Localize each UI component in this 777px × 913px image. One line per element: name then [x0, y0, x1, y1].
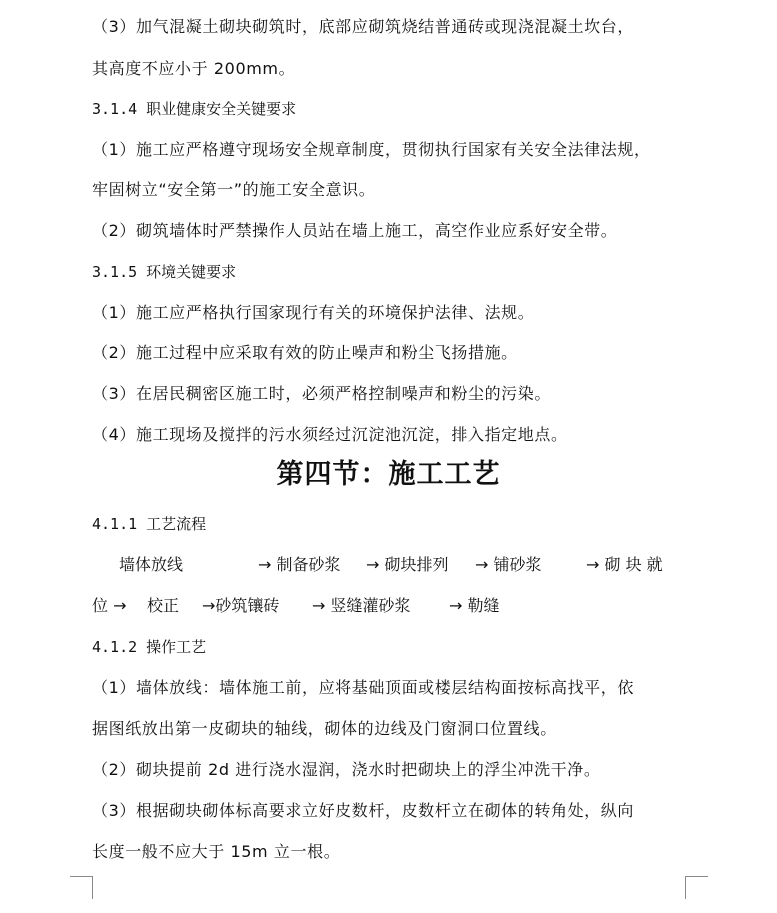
flow-step: → 砌块排列: [366, 555, 449, 574]
paragraph-env-1: （1）施工应严格执行国家现行有关的环境保护法律、法规。: [92, 303, 535, 322]
flow-step: → 铺砂浆: [475, 555, 542, 574]
paragraph-env-2: （2）施工过程中应采取有效的防止噪声和粉尘飞扬措施。: [92, 343, 518, 362]
paragraph-op-1-line-2: 据图纸放出第一皮砌块的轴线，砌体的边线及门窗洞口位置线。: [92, 719, 557, 738]
flow-step: 墙体放线: [119, 555, 184, 574]
paragraph-op-2: （2）砌块提前 2d 进行浇水湿润，浇水时把砌块上的浮尘冲洗干净。: [92, 760, 601, 779]
heading-4-1-1: 4.1.1 工艺流程: [92, 515, 207, 533]
heading-4-1-2: 4.1.2 操作工艺: [92, 638, 207, 656]
page-corner-mark-left: [70, 876, 93, 899]
paragraph-safety-2: （2）砌筑墙体时严禁操作人员站在墙上施工，高空作业应系好安全带。: [92, 221, 618, 240]
flow-step: 校正: [147, 596, 180, 615]
paragraph-op-3-line-2: 长度一般不应大于 15m 立一根。: [92, 842, 341, 861]
paragraph-safety-1-line-1: （1）施工应严格遵守现场安全规章制度，贯彻执行国家有关安全法律法规，: [92, 140, 651, 159]
paragraph-safety-1-line-2: 牢固树立“安全第一”的施工安全意识。: [92, 180, 376, 199]
flow-step: → 制备砂浆: [258, 555, 341, 574]
paragraph-op-3-line-1: （3）根据砌块砌体标高要求立好皮数杆，皮数杆立在砌体的转角处，纵向: [92, 801, 634, 820]
paragraph-env-4: （4）施工现场及搅拌的污水须经过沉淀池沉淀，排入指定地点。: [92, 425, 568, 444]
flow-step: 位 →: [92, 596, 127, 615]
paragraph-op-1-line-1: （1）墙体放线：墙体施工前，应将基础顶面或楼层结构面按标高找平，依: [92, 678, 634, 697]
flow-step: → 勒缝: [449, 596, 500, 615]
paragraph-env-3: （3）在居民稠密区施工时，必须严格控制噪声和粉尘的污染。: [92, 384, 551, 403]
paragraph-3-line-1: （3）加气混凝土砌块砌筑时，底部应砌筑烧结普通砖或现浇混凝土坎台，: [92, 17, 634, 36]
heading-3-1-5: 3.1.5 环境关键要求: [92, 263, 237, 281]
paragraph-3-line-2: 其高度不应小于 200mm。: [92, 59, 296, 78]
page-corner-mark-right: [685, 876, 708, 899]
section-title: 第四节：施工工艺: [276, 459, 501, 490]
flow-step: → 砌 块 就: [586, 555, 663, 574]
flow-step: → 竖缝灌砂浆: [312, 596, 411, 615]
flow-step: →砂筑镶砖: [202, 596, 280, 615]
heading-3-1-4: 3.1.4 职业健康安全关键要求: [92, 100, 297, 118]
